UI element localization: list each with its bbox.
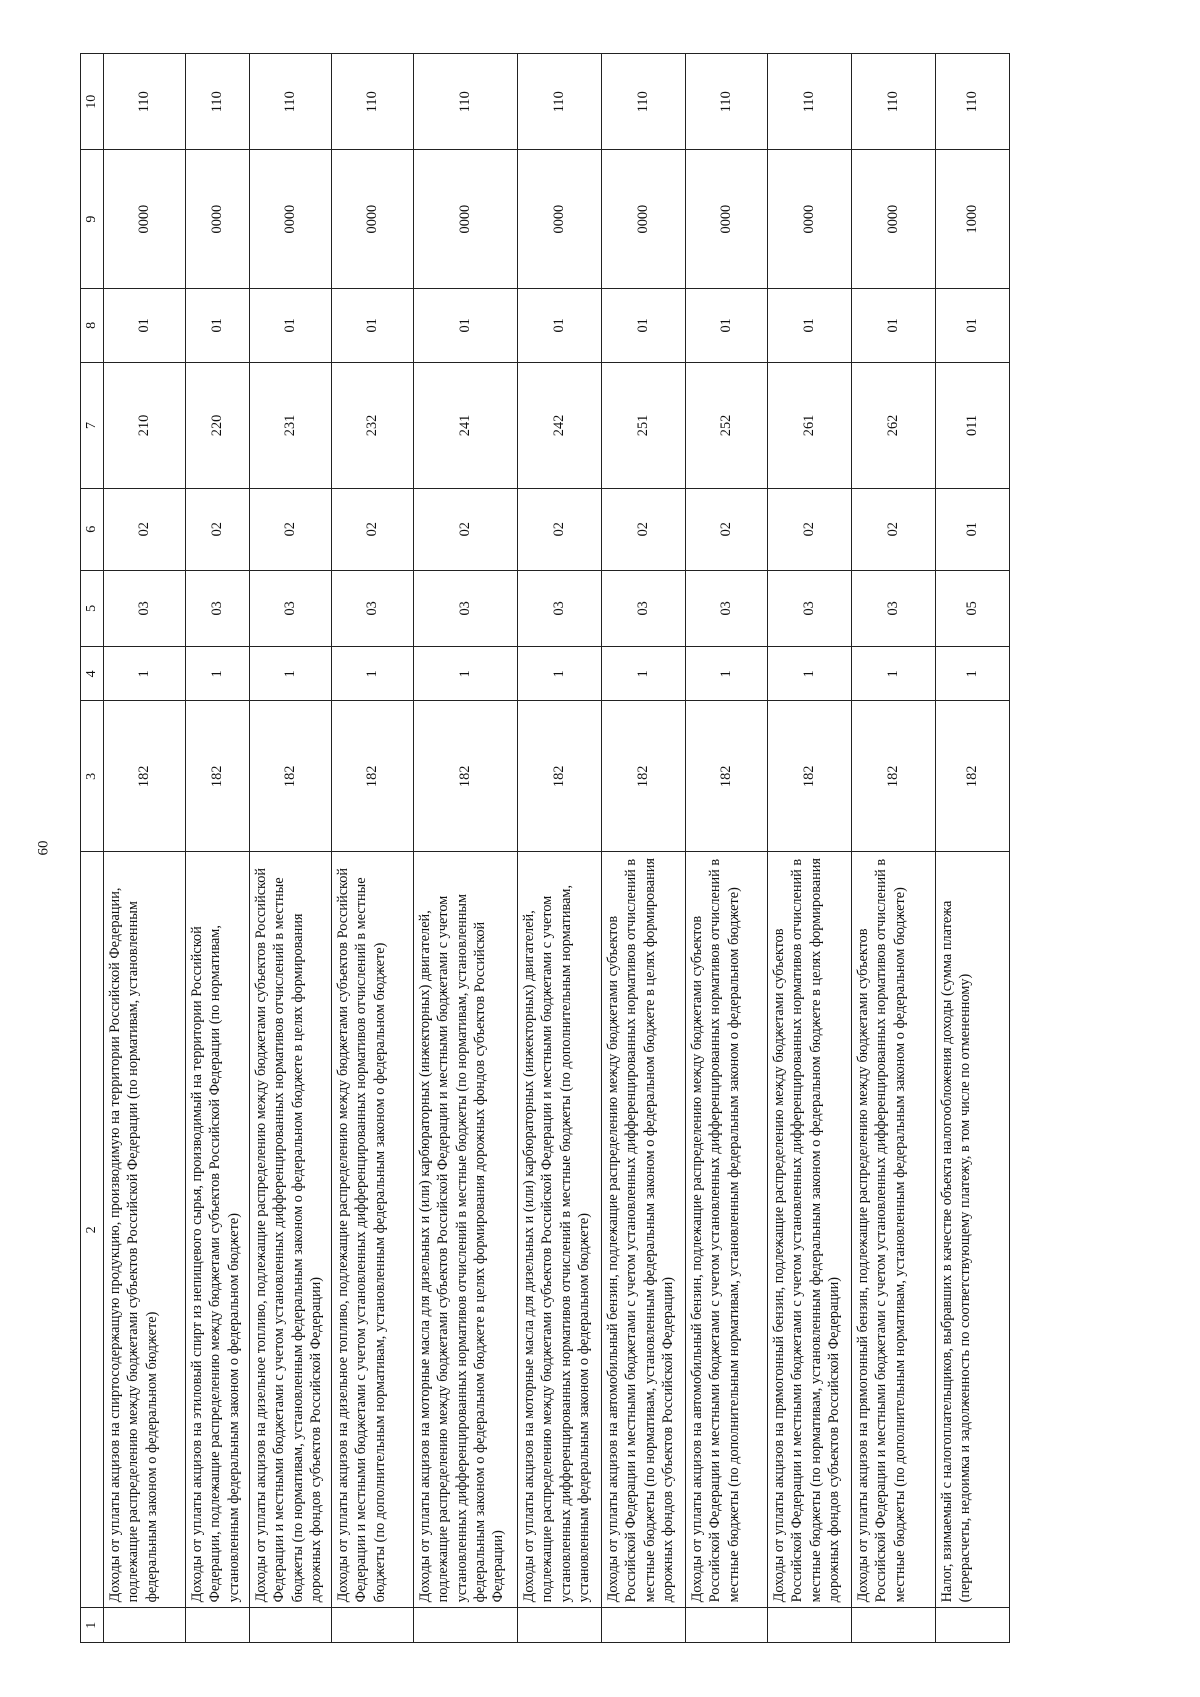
row-group: 1 [186,647,250,701]
row-article: 02 [518,488,602,570]
row-col-1 [686,1608,768,1643]
table-row [518,54,602,1643]
row-col-1 [104,1608,186,1643]
row-col-1 [602,1608,686,1643]
row-admin-code: 182 [414,701,518,852]
row-subarticle: 232 [332,362,414,488]
row-subgroup: 03 [602,570,686,647]
row-description: Доходы от уплаты акцизов на моторные масла для дизельных и (или) карбюраторных (инжекторных) двигателей, подлежащие распределению между бюджетами субъектов Российской Федерации и местными бюджетами с учетом установленных дифференцированных нормативов отчислений в местные бюджеты (по нормативам, установленным федеральным законом о федеральном бюджете в целях формирования дорожных фондов субъектов Российской Федерации) [414,852,518,1608]
page-number: 60 [35,840,52,856]
row-program: 0000 [686,150,768,288]
row-admin-code: 182 [104,701,186,852]
row-economic-class: 110 [602,54,686,150]
row-group: 1 [768,647,852,701]
row-article: 02 [852,488,936,570]
row-economic-class: 110 [686,54,768,150]
row-subarticle: 252 [686,362,768,488]
table-row [852,54,936,1643]
table-row [104,54,186,1643]
row-economic-class: 110 [518,54,602,150]
row-element: 01 [852,288,936,362]
row-article: 02 [186,488,250,570]
row-article: 02 [414,488,518,570]
row-group: 1 [250,647,332,701]
row-group: 1 [104,647,186,701]
row-economic-class: 110 [186,54,250,150]
row-subarticle: 261 [768,362,852,488]
header-cell-9: 9 [81,150,104,288]
header-cell-5: 5 [81,570,104,647]
row-description: Доходы от уплаты акцизов на спиртосодержащую продукцию, производимую на территории Российской Федерации, подлежащие распределению между бюджетами субъектов Российской Федерации (по нормативам, установленным федеральным законом о федеральном бюджете) [104,852,186,1608]
header-cell-3: 3 [81,701,104,852]
header-cell-8: 8 [81,288,104,362]
row-program: 0000 [768,150,852,288]
row-col-1 [186,1608,250,1643]
row-element: 01 [936,288,1010,362]
row-description: Доходы от уплаты акцизов на моторные масла для дизельных и (или) карбюраторных (инжекторных) двигателей, подлежащие распределению между бюджетами субъектов Российской Федерации и местными бюджетами с учетом установленных дифференцированных нормативов отчислений в местные бюджеты (по дополнительным нормативам, установленным федеральным законом о федеральном бюджете) [518,852,602,1608]
table-row [602,54,686,1643]
header-cell-4: 4 [81,647,104,701]
row-article: 02 [250,488,332,570]
row-admin-code: 182 [518,701,602,852]
row-subgroup: 03 [518,570,602,647]
row-element: 01 [186,288,250,362]
row-program: 0000 [250,150,332,288]
budget-classification-table [80,53,1010,1643]
row-subarticle: 210 [104,362,186,488]
row-col-1 [518,1608,602,1643]
row-group: 1 [332,647,414,701]
row-subarticle: 241 [414,362,518,488]
row-description: Доходы от уплаты акцизов на этиловый спирт из непищевого сырья, производимый на территории Российской Федерации, подлежащие распределению между бюджетами субъектов Российской Федерации (по нормативам, установленным федеральным законом о федеральном бюджете) [186,852,250,1608]
row-article: 02 [602,488,686,570]
table-row [332,54,414,1643]
row-article: 02 [332,488,414,570]
row-group: 1 [852,647,936,701]
row-subgroup: 03 [104,570,186,647]
row-economic-class: 110 [414,54,518,150]
row-description: Налог, взимаемый с налогоплательщиков, выбравших в качестве объекта налогообложения доходы (сумма платежа (перерасчеты, недоимка и задолженность по соответствующему платежу, в том числе по отмененному) [936,852,1010,1608]
row-element: 01 [332,288,414,362]
row-element: 01 [518,288,602,362]
row-col-1 [414,1608,518,1643]
row-subgroup: 03 [332,570,414,647]
row-group: 1 [936,647,1010,701]
row-element: 01 [414,288,518,362]
row-col-1 [332,1608,414,1643]
row-admin-code: 182 [686,701,768,852]
row-admin-code: 182 [332,701,414,852]
row-description: Доходы от уплаты акцизов на автомобильный бензин, подлежащие распределению между бюджетами субъектов Российской Федерации и местными бюджетами с учетом установленных дифференцированных нормативов отчислений в местные бюджеты (по нормативам, установленным федеральным законом о федеральном бюджете в целях формирования дорожных фондов субъектов Российской Федерации) [602,852,686,1608]
row-group: 1 [686,647,768,701]
row-program: 1000 [936,150,1010,288]
row-subgroup: 05 [936,570,1010,647]
row-admin-code: 182 [768,701,852,852]
row-program: 0000 [518,150,602,288]
row-admin-code: 182 [936,701,1010,852]
table-row [768,54,852,1643]
header-cell-10: 10 [81,54,104,150]
row-description: Доходы от уплаты акцизов на прямогонный бензин, подлежащие распределению между бюджетами субъектов Российской Федерации и местными бюджетами с учетом установленных дифференцированных нормативов отчислений в местные бюджеты (по дополнительным нормативам, установленным федеральным законом о федеральном бюджете) [852,852,936,1608]
table-row [686,54,768,1643]
row-group: 1 [414,647,518,701]
row-subarticle: 220 [186,362,250,488]
row-article: 01 [936,488,1010,570]
header-cell-2: 2 [81,852,104,1608]
row-group: 1 [518,647,602,701]
table-row [186,54,250,1643]
row-program: 0000 [332,150,414,288]
row-subarticle: 231 [250,362,332,488]
rotated-table-container [80,53,1120,1643]
row-economic-class: 110 [250,54,332,150]
row-article: 02 [768,488,852,570]
row-col-1 [936,1608,1010,1643]
row-economic-class: 110 [936,54,1010,150]
row-group: 1 [602,647,686,701]
row-col-1 [852,1608,936,1643]
row-subgroup: 03 [768,570,852,647]
row-economic-class: 110 [768,54,852,150]
row-element: 01 [686,288,768,362]
table-row [936,54,1010,1643]
row-admin-code: 182 [186,701,250,852]
row-economic-class: 110 [852,54,936,150]
row-description: Доходы от уплаты акцизов на дизельное топливо, подлежащие распределению между бюджетами субъектов Российской Федерации и местными бюджетами с учетом установленных дифференцированных нормативов отчислений в местные бюджеты (по нормативам, установленным федеральным законом о федеральном бюджете в целях формирования дорожных фондов субъектов Российской Федерации) [250,852,332,1608]
row-economic-class: 110 [104,54,186,150]
row-subgroup: 03 [186,570,250,647]
row-program: 0000 [104,150,186,288]
row-element: 01 [250,288,332,362]
row-subgroup: 03 [414,570,518,647]
row-description: Доходы от уплаты акцизов на автомобильный бензин, подлежащие распределению между бюджетами субъектов Российской Федерации и местными бюджетами с учетом установленных дифференцированных нормативов отчислений в местные бюджеты (по дополнительным нормативам, установленным федеральным законом о федеральном бюджете) [686,852,768,1608]
row-admin-code: 182 [602,701,686,852]
row-description: Доходы от уплаты акцизов на дизельное топливо, подлежащие распределению между бюджетами субъектов Российской Федерации и местными бюджетами с учетом установленных дифференцированных нормативов отчислений в местные бюджеты (по дополнительным нормативам, установленным федеральным законом о федеральном бюджете) [332,852,414,1608]
table-row [414,54,518,1643]
row-subarticle: 262 [852,362,936,488]
row-subarticle: 242 [518,362,602,488]
row-economic-class: 110 [332,54,414,150]
header-cell-1: 1 [81,1608,104,1643]
row-program: 0000 [602,150,686,288]
row-article: 02 [686,488,768,570]
row-subarticle: 011 [936,362,1010,488]
header-cell-7: 7 [81,362,104,488]
row-element: 01 [768,288,852,362]
row-program: 0000 [186,150,250,288]
row-admin-code: 182 [250,701,332,852]
row-element: 01 [104,288,186,362]
row-col-1 [250,1608,332,1643]
row-admin-code: 182 [852,701,936,852]
row-article: 02 [104,488,186,570]
row-program: 0000 [852,150,936,288]
row-col-1 [768,1608,852,1643]
row-description: Доходы от уплаты акцизов на прямогонный бензин, подлежащие распределению между бюджетами субъектов Российской Федерации и местными бюджетами с учетом установленных дифференцированных нормативов отчислений в местные бюджеты (по нормативам, установленным федеральным законом о федеральном бюджете в целях формирования дорожных фондов субъектов Российской Федерации) [768,852,852,1608]
row-subgroup: 03 [686,570,768,647]
row-subarticle: 251 [602,362,686,488]
header-cell-6: 6 [81,488,104,570]
table-row [250,54,332,1643]
row-element: 01 [602,288,686,362]
row-subgroup: 03 [250,570,332,647]
header-row [81,54,104,1643]
row-subgroup: 03 [852,570,936,647]
row-program: 0000 [414,150,518,288]
